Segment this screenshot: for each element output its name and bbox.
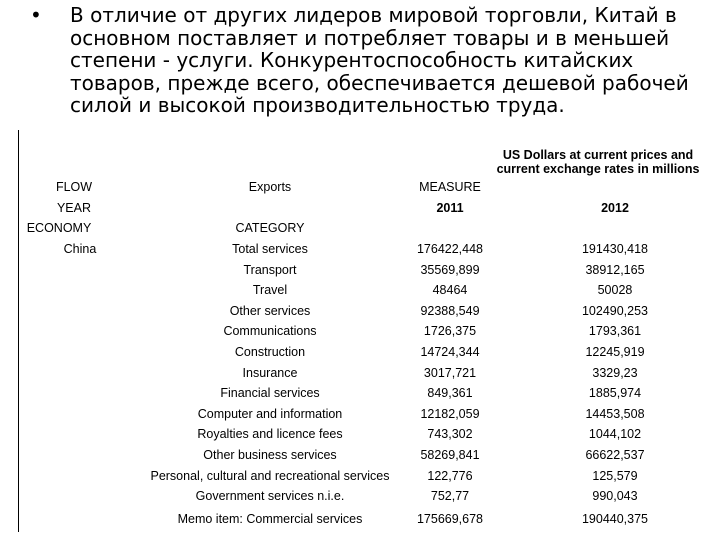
table-cell-2012: 50028 [597,283,633,298]
table-cell-category: Government services n.i.e. [195,489,345,504]
bullet-paragraph [30,4,710,117]
table-cell-category: Travel [252,283,288,298]
bullet-text: В отличие от других лидеров мировой торговли, Китай в основном поставляет и потребляет товары и в меньшей степени - услуги. Конкурентоспособность китайских товаров, прежде всего, обеспечивается дешевой рабочей силой и высокой производительностью труда. [70,3,689,117]
table-cell-2012: 990,043 [592,489,638,504]
bullet-symbol: • [30,3,42,27]
table-cell-2012: 191430,418 [581,242,649,256]
table-cell-2012: 125,579 [592,468,638,483]
table-cell-category: Total services [232,242,308,256]
table-cell-2012: 1885,974 [588,386,642,401]
year-label: YEAR [56,201,92,215]
table-cell-2011: 752,77 [430,489,470,504]
table-cell-2012: 102490,253 [581,303,649,318]
measure-label: MEASURE [419,180,481,194]
table-cell-2011: 48464 [432,283,468,298]
table-cell-2012: 3329,23 [592,365,638,380]
table-cell-2012: 1044,102 [588,427,642,442]
flow-label: FLOW [55,180,93,194]
table-cell-2012: 190440,375 [581,511,649,526]
table-cell-2012: 38912,165 [585,262,645,277]
table-cell-category: Memo item: Commercial services [177,511,363,526]
measure-value: US Dollars at current prices and current exchange rates in millions [496,148,700,176]
table-cell-category: Transport [243,262,297,277]
table-cell-category: Construction [234,345,306,359]
table-cell-2012: 14453,508 [585,406,645,421]
table-cell-2011: 35569,899 [420,262,480,277]
category-label: CATEGORY [235,221,305,235]
table-cell-2011: 92388,549 [420,303,480,318]
table-cell-category: Financial services [220,386,320,401]
table-cell-category: Royalties and licence fees [197,427,343,442]
table-cell-category: Insurance [242,365,298,380]
table-cell-2012: 66622,537 [585,448,645,462]
table-cell-2011: 58269,841 [420,448,480,462]
table-cell-2011: 12182,059 [420,406,480,421]
economy-label: ECONOMY [26,221,92,235]
year-2011-header: 2011 [436,201,464,215]
table-cell-2011: 1726,375 [423,324,477,339]
table-cell-2011: 3017,721 [423,365,477,380]
table-cell-category: Communications [223,324,317,339]
year-2012-header: 2012 [601,201,629,215]
economy-value: China [63,242,97,256]
table-cell-2011: 175669,678 [416,511,484,526]
table-cell-2011: 122,776 [427,468,473,483]
flow-value: Exports [248,180,292,194]
table-cell-category: Personal, cultural and recreational services [150,468,390,483]
table-cell-category: Other business services [203,448,337,462]
table-cell-2011: 743,302 [427,427,473,442]
table-cell-2011: 176422,448 [416,242,484,256]
table-cell-2012: 12245,919 [585,345,645,359]
table-cell-category: Other services [229,303,311,318]
table-cell-2011: 14724,344 [420,345,480,359]
table-cell-2011: 849,361 [427,386,473,401]
table-cell-category: Computer and information [197,406,343,421]
table-cell-2012: 1793,361 [588,324,642,339]
